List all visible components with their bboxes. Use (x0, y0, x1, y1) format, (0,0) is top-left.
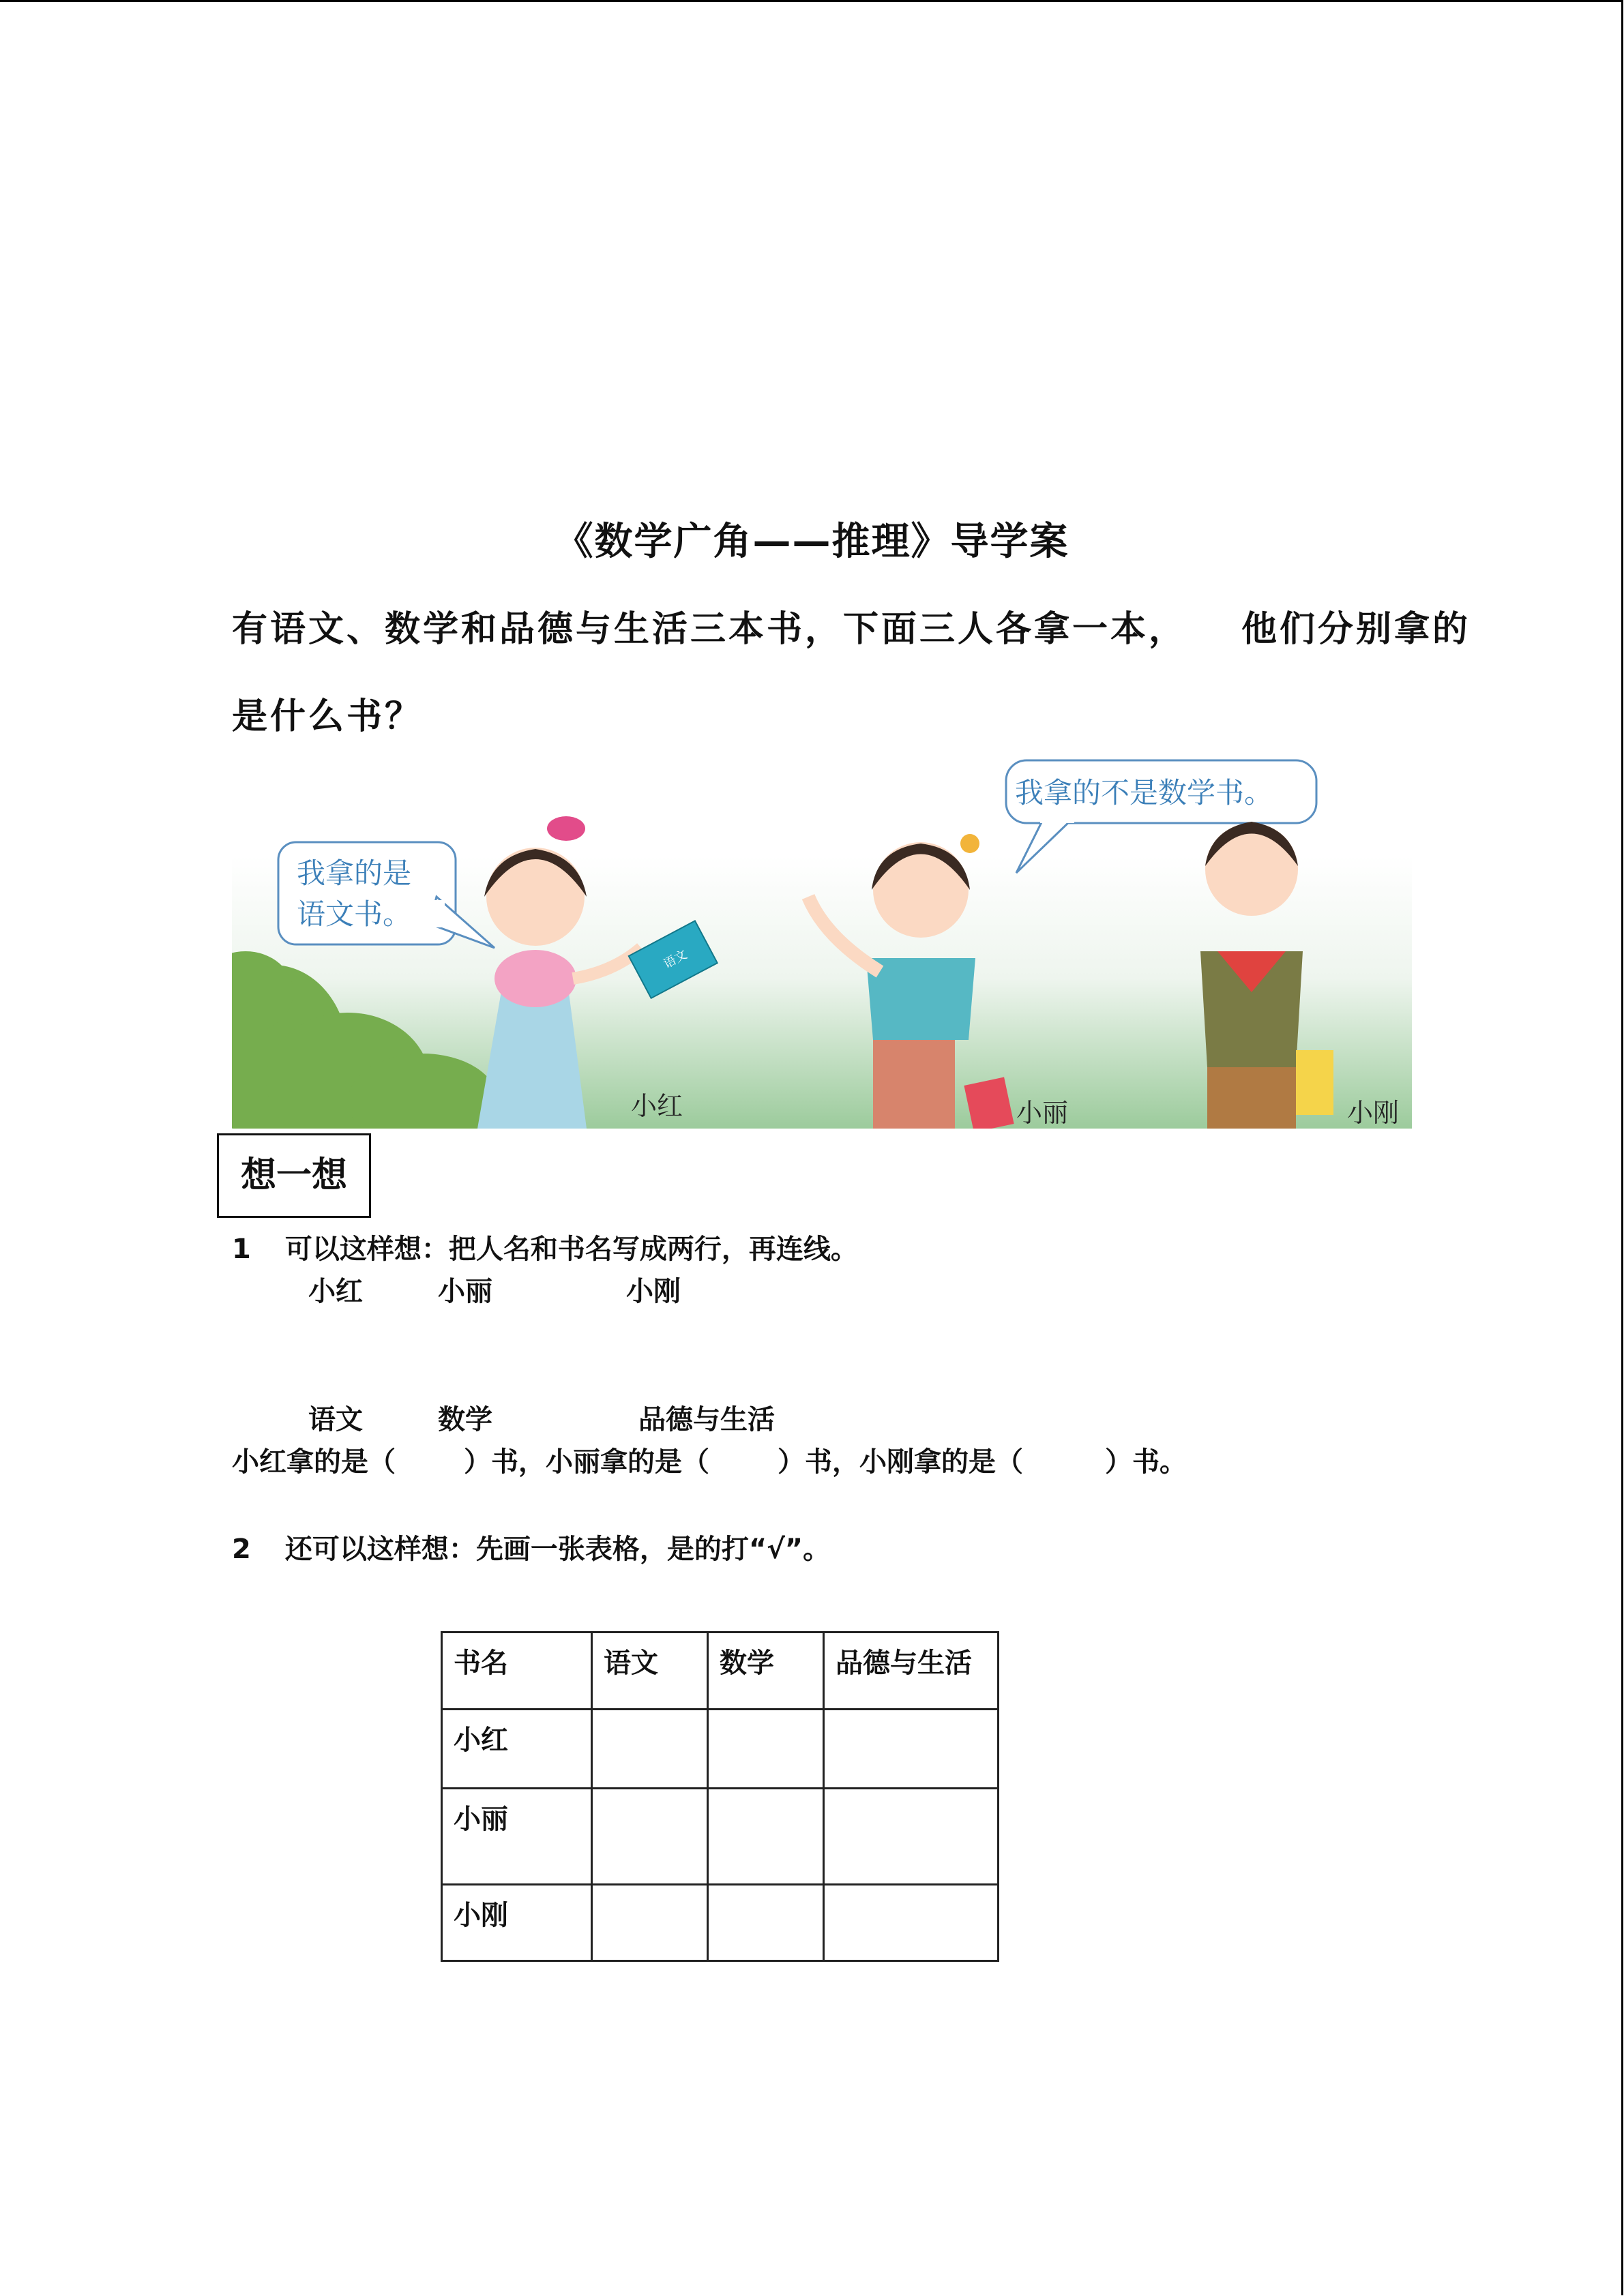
step-1-number: 1 (232, 1234, 251, 1265)
problem-line-2: 是什么书？ (232, 696, 424, 737)
page-title: 《数学广角——推理》导学案 (555, 520, 1069, 564)
table-cell[interactable] (824, 1789, 999, 1885)
row-label-xiaoli: 小丽 (442, 1789, 592, 1885)
fill-part-1: 小红拿的是（ (232, 1446, 396, 1478)
reasoning-table (441, 1631, 999, 1962)
table-cell[interactable] (708, 1789, 824, 1885)
problem-text-b: 他们分别拿的 (1241, 609, 1471, 650)
table-cell[interactable] (824, 1885, 999, 1961)
table-cell[interactable] (592, 1789, 708, 1885)
table-row (442, 1710, 999, 1789)
table-header-row (442, 1632, 999, 1710)
header-cell-yuwen: 语文 (592, 1632, 708, 1710)
name-xiaoli: 小丽 (438, 1276, 492, 1307)
header-cell-book: 书名 (442, 1632, 592, 1710)
book-label: 语文 (661, 947, 690, 972)
book-pinde: 品德与生活 (638, 1404, 775, 1435)
table-cell[interactable] (592, 1885, 708, 1961)
fill-part-2: ）书，小丽拿的是（ (464, 1446, 709, 1478)
table-cell[interactable] (708, 1885, 824, 1961)
fill-part-3: ）书，小刚拿的是（ (778, 1446, 1023, 1478)
table-cell[interactable] (592, 1710, 708, 1789)
think-heading-box: 想一想 (217, 1133, 371, 1218)
step-2 (232, 1527, 830, 1566)
step-2-text: 还可以这样想：先画一张表格，是的打“√”。 (284, 1534, 831, 1565)
table-cell[interactable] (708, 1710, 824, 1789)
fill-part-4: ）书。 (1105, 1446, 1187, 1478)
header-cell-shuxue: 数学 (708, 1632, 824, 1710)
row-label-xiaogang: 小刚 (442, 1885, 592, 1961)
step-1 (232, 1227, 858, 1266)
row-label-xiaohong: 小红 (442, 1710, 592, 1789)
name-xiaohong: 小红 (308, 1276, 363, 1307)
kid-label-xiaogang: 小刚 (1347, 1098, 1400, 1128)
table-cell[interactable] (824, 1710, 999, 1789)
name-xiaogang: 小刚 (626, 1276, 681, 1307)
bubble-right-text: 我拿的不是数学书。 (1015, 776, 1273, 809)
table-row (442, 1789, 999, 1885)
table-row (442, 1885, 999, 1961)
header-cell-pinde: 品德与生活 (824, 1632, 999, 1710)
book-shuxue: 数学 (438, 1404, 492, 1435)
bubble-left-line-2: 语文书。 (297, 897, 412, 931)
problem-text-a: 有语文、数学和品德与生活三本书，下面三人各拿一本， (232, 609, 1187, 650)
fill-in-sentence (232, 1440, 1187, 1479)
step-1-text: 可以这样想：把人名和书名写成两行，再连线。 (284, 1234, 858, 1265)
kid-label-xiaohong: 小红 (631, 1091, 683, 1121)
problem-line-1 (232, 600, 1471, 651)
kid-label-xiaoli: 小丽 (1016, 1098, 1069, 1128)
story-illustration (232, 754, 1412, 1129)
book-yuwen: 语文 (308, 1404, 363, 1435)
step-2-number: 2 (232, 1534, 251, 1565)
bubble-left-line-1: 我拿的是 (297, 856, 412, 890)
